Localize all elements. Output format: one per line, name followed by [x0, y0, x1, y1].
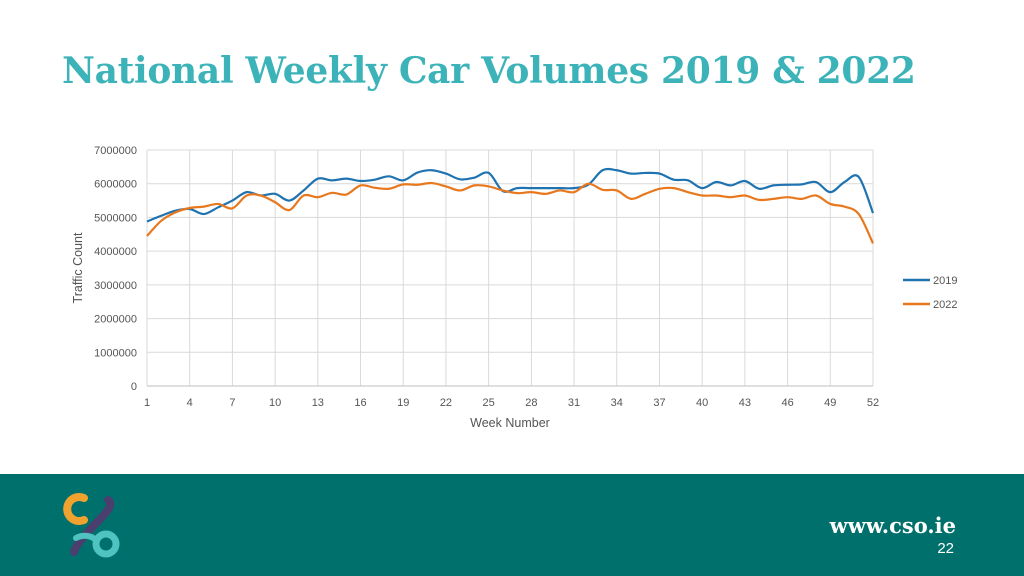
- x-tick-label: 34: [610, 397, 623, 409]
- x-tick-label: 13: [311, 397, 324, 409]
- cso-logo-icon: [62, 490, 126, 562]
- x-tick-label: 46: [781, 397, 794, 409]
- x-tick-label: 22: [439, 397, 453, 409]
- slide-title: National Weekly Car Volumes 2019 & 2022: [62, 50, 916, 92]
- y-tick-label: 3000000: [94, 279, 137, 292]
- chart-lines: [147, 169, 873, 243]
- y-tick-label: 4000000: [94, 246, 137, 259]
- footer-bar: [0, 474, 1024, 576]
- x-tick-label: 25: [482, 397, 495, 409]
- y-axis-title: Traffic Count: [71, 232, 85, 304]
- x-tick-label: 19: [397, 397, 410, 409]
- x-tick-label: 28: [525, 397, 538, 409]
- x-tick-label: 1: [143, 397, 151, 409]
- x-tick-label: 37: [653, 397, 666, 409]
- x-tick-label: 31: [567, 397, 581, 409]
- chart-grid: [147, 150, 873, 386]
- x-tick-label: 4: [186, 397, 193, 409]
- x-axis-title: Week Number: [470, 416, 550, 430]
- x-tick-label: 40: [696, 397, 709, 409]
- page-number: 22: [937, 540, 954, 557]
- y-tick-label: 2000000: [94, 313, 137, 326]
- series-line-2022: [147, 183, 873, 243]
- legend-label-2022: 2022: [933, 299, 958, 311]
- y-tick-label: 5000000: [94, 212, 137, 225]
- x-tick-label: 7: [229, 397, 236, 409]
- legend-label-2019: 2019: [933, 275, 958, 287]
- y-tick-label: 1000000: [94, 347, 137, 360]
- y-tick-label: 7000000: [94, 145, 137, 157]
- y-tick-label: 0: [130, 381, 137, 393]
- x-tick-label: 16: [354, 397, 367, 409]
- x-tick-labels: [144, 397, 879, 409]
- y-tick-label: 6000000: [94, 178, 137, 191]
- x-tick-label: 52: [866, 397, 880, 409]
- y-tick-labels: [94, 145, 137, 393]
- site-url: www.cso.ie: [829, 513, 956, 538]
- x-tick-label: 10: [268, 397, 282, 409]
- x-tick-label: 49: [824, 397, 837, 409]
- chart-legend: [903, 275, 957, 311]
- x-tick-label: 43: [738, 397, 752, 409]
